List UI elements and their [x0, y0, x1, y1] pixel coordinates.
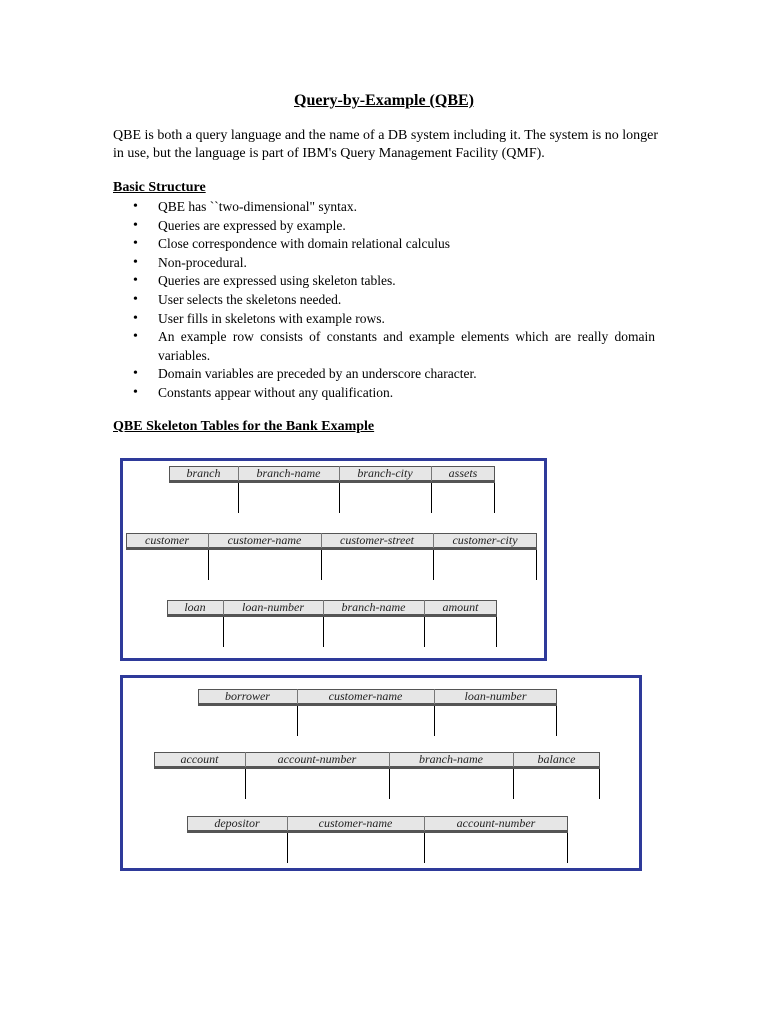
skeleton-column-line — [424, 617, 425, 647]
skeleton-column-line — [389, 769, 390, 799]
skeleton-column-line — [323, 617, 324, 647]
skeleton-column-line — [513, 769, 514, 799]
skeleton-header-shadow — [169, 481, 495, 483]
skeleton-column-line — [208, 550, 209, 580]
skeleton-column-line — [433, 550, 434, 580]
skeleton-header-divider — [434, 689, 435, 704]
skeleton-column-line — [223, 617, 224, 647]
skeleton-header-shadow — [126, 548, 537, 550]
skeleton-header-shadow — [167, 615, 497, 617]
list-item: • QBE has ``two-dimensional" syntax. — [113, 198, 655, 217]
skeleton-column-line — [339, 483, 340, 513]
skeleton-relation-name: branch — [186, 466, 221, 480]
skeleton-column-line — [238, 483, 239, 513]
skeleton-column-line — [556, 706, 557, 736]
skeleton-column-line — [496, 617, 497, 647]
skeleton-column-line — [536, 550, 537, 580]
skeleton-header-divider — [433, 533, 434, 548]
skeleton-column-header: assets — [448, 466, 478, 480]
skeleton-column-line — [424, 833, 425, 863]
skeleton-column-line — [321, 550, 322, 580]
skeleton-table — [187, 816, 568, 863]
skeleton-column-header: branch-city — [357, 466, 413, 480]
skeleton-column-header: balance — [537, 752, 576, 766]
skeleton-column-line — [431, 483, 432, 513]
basic-structure-list — [113, 198, 655, 403]
skeleton-header-shadow — [187, 831, 568, 833]
skeleton-column-header: customer-name — [227, 533, 302, 547]
skeleton-header-divider — [323, 600, 324, 615]
skeleton-table — [167, 600, 497, 647]
skeleton-header-divider — [208, 533, 209, 548]
page-title: Query-by-Example (QBE) — [294, 92, 474, 109]
list-item: • Constants appear without any qualification. — [113, 384, 655, 403]
skeleton-column-line — [494, 483, 495, 513]
skeleton-column-line — [245, 769, 246, 799]
skeleton-table — [126, 533, 537, 580]
skeleton-column-header: customer-name — [328, 689, 403, 703]
skeleton-header-divider — [339, 466, 340, 481]
skeleton-column-line — [599, 769, 600, 799]
skeleton-column-header: customer-name — [318, 816, 393, 830]
skeleton-relation-name: depositor — [214, 816, 260, 830]
skeleton-header-divider — [424, 600, 425, 615]
skeleton-header-divider — [389, 752, 390, 767]
skeleton-header-divider — [223, 600, 224, 615]
skeleton-column-line — [287, 833, 288, 863]
skeleton-column-header: branch-name — [341, 600, 406, 614]
skeleton-header-divider — [287, 816, 288, 831]
skeleton-tables-heading: QBE Skeleton Tables for the Bank Example — [113, 419, 375, 434]
list-item: • Non-procedural. — [113, 254, 655, 273]
skeleton-column-line — [567, 833, 568, 863]
skeleton-header-divider — [245, 752, 246, 767]
intro-paragraph: QBE is both a query language and the name of a DB system including it. The system is no longer in use, but the language is part of IBM's Query Management Facility (QMF). — [113, 128, 658, 161]
skeleton-table — [198, 689, 557, 736]
skeleton-table — [154, 752, 600, 799]
skeleton-relation-name: borrower — [225, 689, 270, 703]
list-item: • Queries are expressed by example. — [113, 217, 655, 236]
skeleton-header-divider — [297, 689, 298, 704]
skeleton-header-divider — [321, 533, 322, 548]
skeleton-relation-name: customer — [145, 533, 189, 547]
basic-structure-heading: Basic Structure — [113, 180, 206, 195]
skeleton-column-line — [297, 706, 298, 736]
skeleton-column-header: customer-street — [340, 533, 414, 547]
skeleton-column-line — [434, 706, 435, 736]
list-item: • User selects the skeletons needed. — [113, 291, 655, 310]
skeleton-column-header: account-number — [277, 752, 357, 766]
skeleton-relation-name: account — [180, 752, 219, 766]
skeleton-relation-name: loan — [184, 600, 206, 614]
list-item: • An example row consists of constants and example elements which are really domain variables. — [113, 328, 655, 365]
skeleton-header-shadow — [198, 704, 557, 706]
skeleton-column-header: customer-city — [452, 533, 518, 547]
skeleton-column-header: branch-name — [256, 466, 321, 480]
skeleton-header-divider — [431, 466, 432, 481]
list-item: • Domain variables are preceded by an underscore character. — [113, 365, 655, 384]
list-item: • User fills in skeletons with example rows. — [113, 310, 655, 329]
skeleton-header-divider — [513, 752, 514, 767]
list-item: • Queries are expressed using skeleton tables. — [113, 272, 655, 291]
list-item: • Close correspondence with domain relational calculus — [113, 235, 655, 254]
skeleton-column-header: loan-number — [464, 689, 527, 703]
skeleton-header-shadow — [154, 767, 600, 769]
skeleton-header-divider — [238, 466, 239, 481]
skeleton-column-header: amount — [442, 600, 479, 614]
skeleton-header-divider — [424, 816, 425, 831]
skeleton-column-header: account-number — [456, 816, 536, 830]
skeleton-table — [169, 466, 495, 513]
skeleton-column-header: loan-number — [242, 600, 304, 614]
skeleton-column-header: branch-name — [419, 752, 483, 766]
